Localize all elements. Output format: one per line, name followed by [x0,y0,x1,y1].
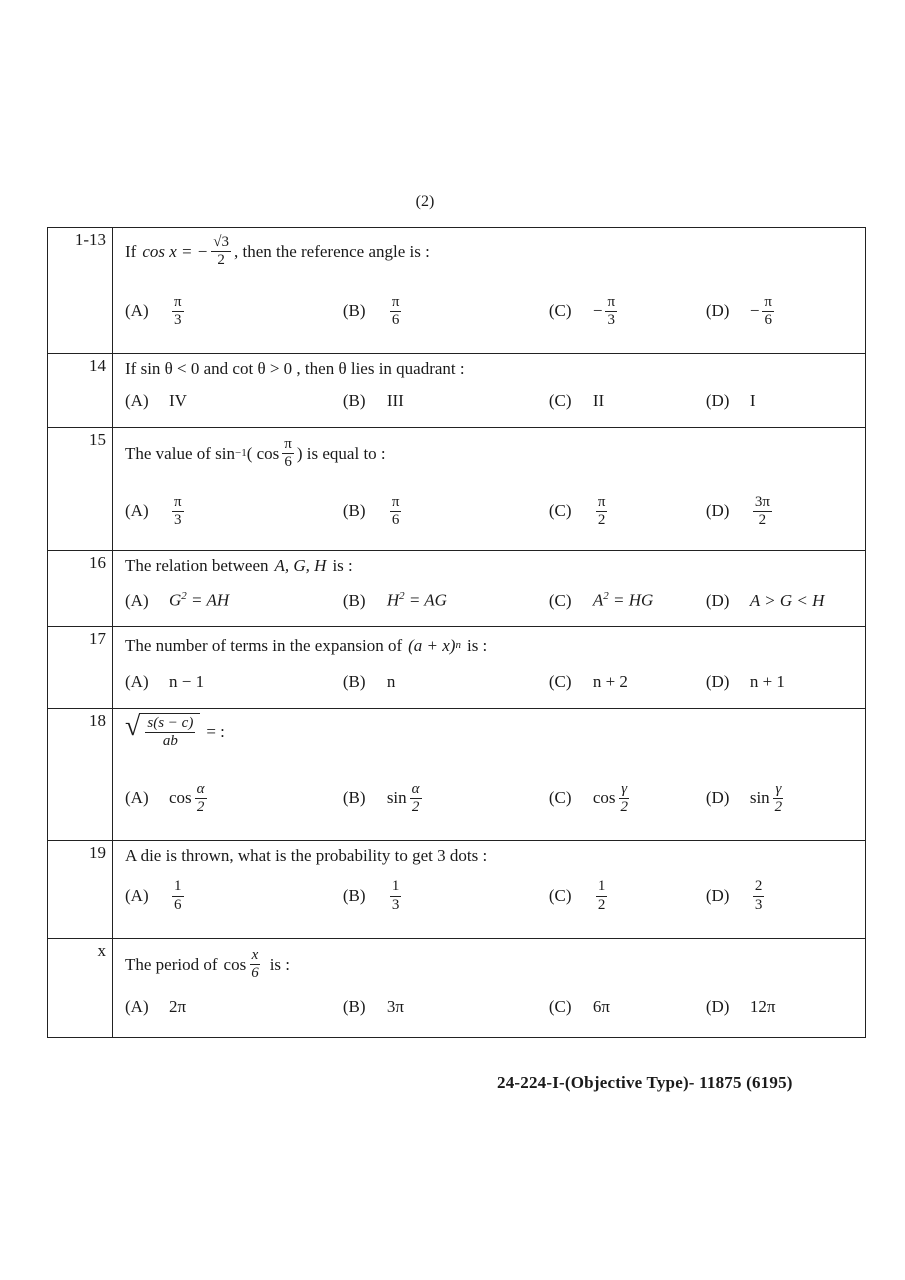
option-d: (D) $\frac{3\pi}{2}$ [705,493,770,528]
question-row [48,939,866,1038]
option-b: (B) $\frac{1}{3}$ [342,878,400,913]
option-c: (C) $\frac{1}{2}$ [548,878,606,913]
option-a: (A) cos $\frac{\alpha}{2}$ [125,780,205,815]
question-stem: If cos x = − $\frac{√3}{2}$ , then the reference angle is : [125,234,430,269]
paper-code-footer: 24-224-I-(Objective Type)- 11875 (6195) [497,1073,793,1092]
question-body [113,228,866,354]
question-stem: The period of cos $\frac{x}{6}$ is : [125,947,291,982]
question-row [48,841,866,939]
question-stem: The value of sin −1 ( cos $\frac{\pi}{6}$ ) is equal to : [125,436,386,471]
question-stem: If sin θ < 0 and cot θ > 0 , then θ lies in quadrant : [125,359,465,378]
question-row [48,551,866,627]
question-body [113,627,866,709]
options [125,294,853,330]
options [125,590,853,611]
question-stem: √ $\frac{s(s - c)}{ab}$ = : [125,711,225,750]
option-c: (C) II [548,391,605,411]
page-number: (2) [415,193,435,210]
question-row [48,428,866,551]
question-row [48,627,866,709]
question-body [113,551,866,627]
option-c: (C) cos $\frac{\gamma}{2}$ [548,780,629,815]
option-a: (A) $\frac{\pi}{3}$ [125,493,182,528]
option-b: (B) $\frac{\pi}{6}$ [342,493,400,528]
question-stem: A die is thrown, what is the probability to get 3 dots : [125,846,488,865]
option-c: (C) n + 2 [548,672,628,692]
option-d: (D) − $\frac{\pi}{6}$ [705,293,772,328]
option-b: (B) $H^2$ = AG [342,590,447,610]
option-c: (C) 6π [548,996,610,1016]
option-a: (A) $\frac{1}{6}$ [125,878,182,913]
radical-expression: √ $\frac{s(s - c)}{ab}$ [125,713,200,751]
question-row [48,709,866,841]
option-a: (A) n − 1 [125,672,205,692]
option-c: (C) − $\frac{\pi}{3}$ [548,293,616,328]
question-row [48,354,866,428]
option-d: (D) $\frac{2}{3}$ [705,878,763,913]
options [125,494,853,530]
option-a: (A) $\frac{\pi}{3}$ [125,293,182,328]
option-b: (B) sin $\frac{\alpha}{2}$ [342,780,420,815]
question-number: 1-13 [48,228,113,354]
option-a: (A) 2π [125,996,187,1016]
question-number: x [48,939,113,1038]
question-number: 18 [48,709,113,841]
option-c: (C) $A^2$ = HG [548,590,654,610]
question-row [48,228,866,354]
option-a: (A) $G^2$ = AH [125,590,230,610]
question-body [113,841,866,939]
question-body [113,709,866,841]
question-stem: The relation between A, G, H is : [125,556,353,575]
options [125,997,853,1017]
question-number: 16 [48,551,113,627]
option-d: (D) n + 1 [705,672,785,692]
question-body [113,354,866,428]
options [125,781,853,817]
options [125,878,853,914]
question-body [113,428,866,551]
option-d: (D) sin $\frac{\gamma}{2}$ [705,780,783,815]
options [125,391,853,411]
option-d: (D) 12π [705,996,776,1016]
option-a: (A) IV [125,391,187,411]
question-stem: The number of terms in the expansion of (a + x) n is : [125,636,488,655]
option-b: (B) 3π [342,996,404,1016]
question-number: 14 [48,354,113,428]
option-b: (B) III [342,391,404,411]
question-body [113,939,866,1038]
option-d: (D) A > G < H [705,590,825,610]
questions-table [47,227,866,1038]
question-number: 19 [48,841,113,939]
option-b: (B) $\frac{\pi}{6}$ [342,293,400,328]
question-number: 17 [48,627,113,709]
question-number: 15 [48,428,113,551]
option-b: (B) n [342,672,396,692]
options [125,672,853,692]
option-c: (C) $\frac{\pi}{2}$ [548,493,606,528]
option-d: (D) I [705,391,756,411]
